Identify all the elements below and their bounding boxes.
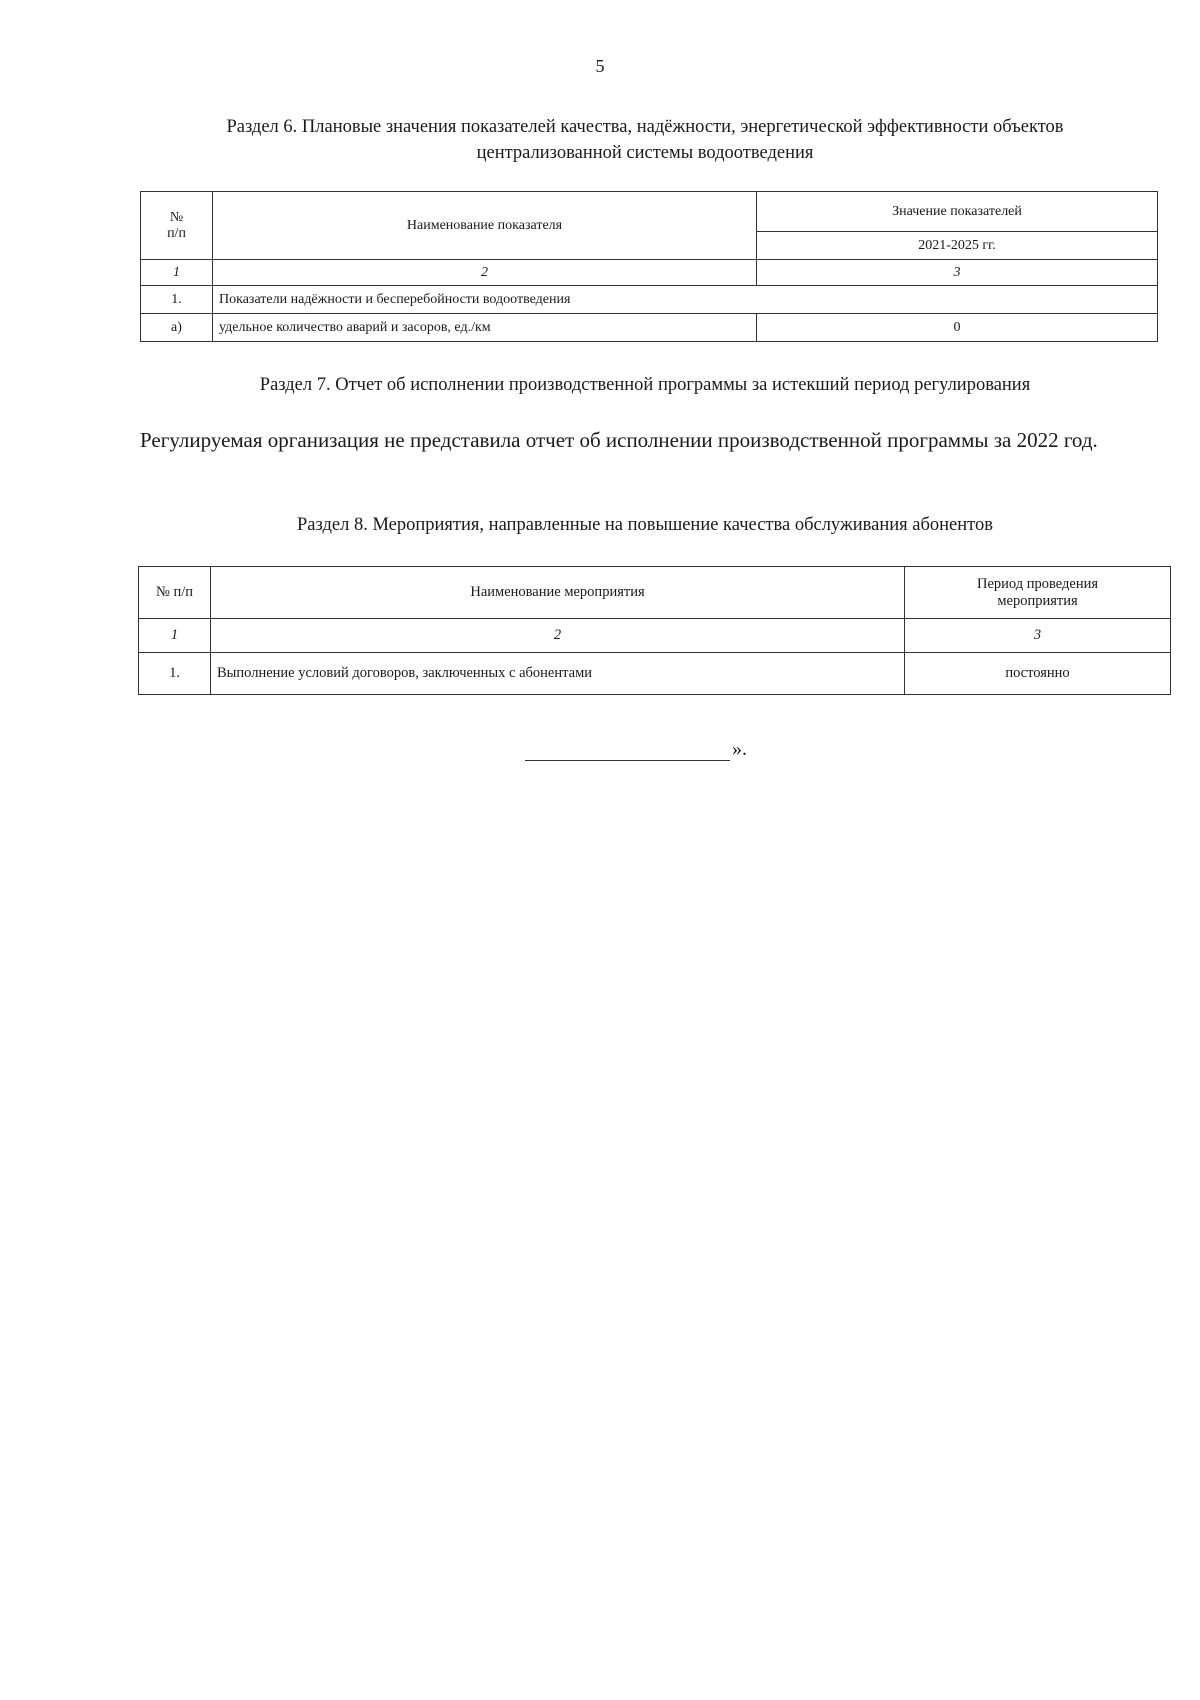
column-number-3: 3: [757, 260, 1158, 286]
header-period-line2: мероприятия: [997, 592, 1078, 609]
header-name-cell: Наименование показателя: [213, 192, 757, 260]
section8-table: [138, 566, 1171, 695]
row-num: 1.: [139, 653, 211, 695]
row-num: а): [141, 314, 213, 342]
header-period-line1: Период проведения: [976, 575, 1099, 592]
table-row: [139, 653, 1171, 695]
header-name-cell: Наименование мероприятия: [211, 567, 905, 619]
page-number: 5: [595, 56, 605, 76]
row-name: удельное количество аварий и засоров, ед./км: [213, 314, 757, 342]
section6-title: [120, 114, 1170, 166]
closing-mark: ».: [732, 738, 747, 760]
header-num-cell: № п/п: [139, 567, 211, 619]
row-name: Выполнение условий договоров, заключенных с абонентами: [211, 653, 905, 695]
table-row: [141, 314, 1158, 342]
header-value-cell: Значение показателей: [757, 192, 1158, 232]
row-value: 0: [757, 314, 1158, 342]
column-number-3: 3: [905, 619, 1171, 653]
section6-title-line1: Раздел 6. Плановые значения показателей качества, надёжности, энергетической эффективности объектов: [226, 117, 1064, 137]
signature-line: [525, 742, 730, 761]
header-num-cell: [141, 192, 213, 260]
section8-title: Раздел 8. Мероприятия, направленные на повышение качества обслуживания абонентов: [297, 515, 993, 535]
group-row-name: Показатели надёжности и бесперебойности водоотведения: [213, 286, 1158, 314]
column-number-2: 2: [211, 619, 905, 653]
column-number-1: 1: [139, 619, 211, 653]
header-period-cell: 2021-2025 гг.: [757, 232, 1158, 260]
column-number-1: 1: [141, 260, 213, 286]
header-num-line1: №: [169, 209, 184, 225]
row-period: постоянно: [905, 653, 1171, 695]
group-row: [141, 286, 1158, 314]
section7-title: Раздел 7. Отчет об исполнении производственной программы за истекший период регулирования: [259, 375, 1031, 395]
section6-title-line2: централизованной системы водоотведения: [476, 143, 814, 163]
column-number-2: 2: [213, 260, 757, 286]
signature-block: [525, 738, 747, 761]
section7-text: Регулируемая организация не представила отчет об исполнении производственной программы за 2022 год.: [140, 428, 1098, 452]
header-num-line2: п/п: [167, 225, 186, 241]
section6-table: [140, 191, 1158, 342]
header-period-cell: [905, 567, 1171, 619]
group-row-num: 1.: [141, 286, 213, 314]
